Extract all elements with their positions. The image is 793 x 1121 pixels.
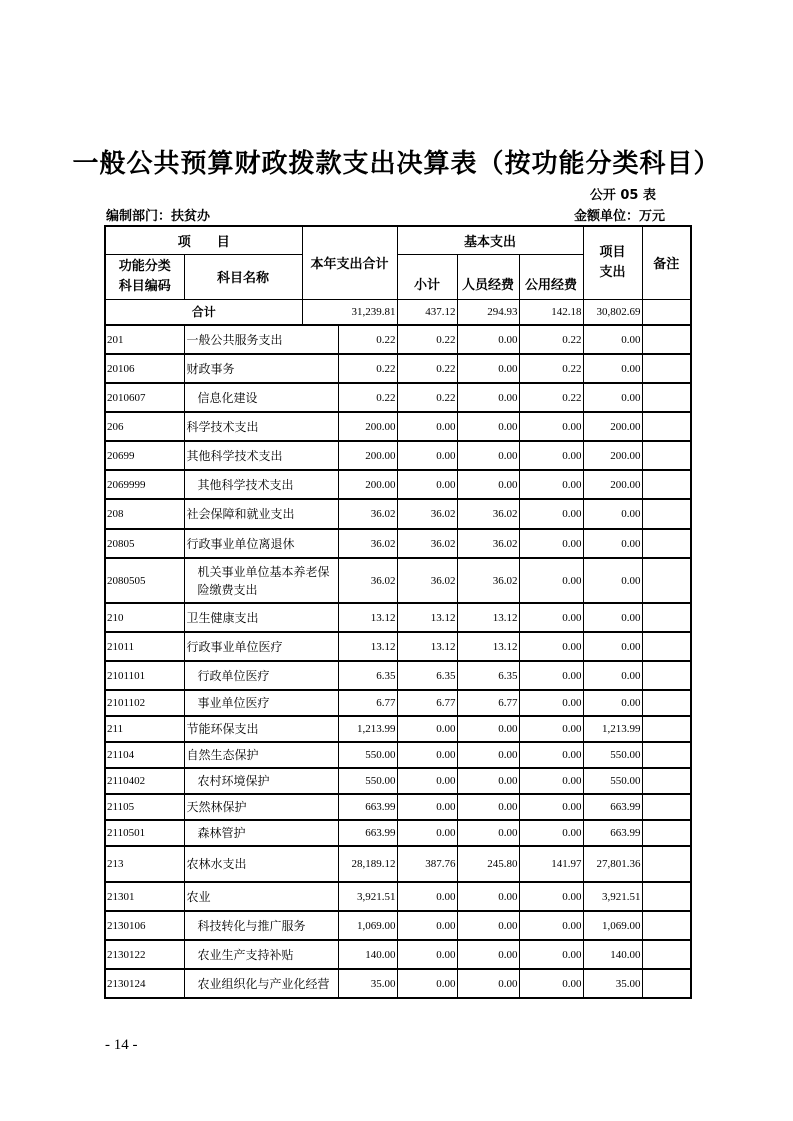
cell-name: 一般公共服务支出 <box>184 325 338 354</box>
table-row <box>105 603 691 632</box>
cell-code: 213 <box>105 846 184 882</box>
cell-code: 2101102 <box>105 690 184 716</box>
cell-project: 0.00 <box>583 632 642 661</box>
cell-personnel: 36.02 <box>457 558 519 603</box>
table-row <box>105 742 691 768</box>
cell-name: 财政事务 <box>184 354 338 383</box>
cell-subtotal: 0.00 <box>397 742 457 768</box>
header-total: 本年支出合计 <box>302 226 397 299</box>
cell-remarks <box>642 940 691 969</box>
cell-remarks <box>642 820 691 846</box>
cell-personnel: 0.00 <box>457 412 519 441</box>
cell-total: 200.00 <box>338 412 397 441</box>
cell-project: 1,213.99 <box>583 716 642 742</box>
cell-public: 0.00 <box>519 558 583 603</box>
cell-public: 0.22 <box>519 383 583 412</box>
cell-name: 其他科学技术支出 <box>184 470 338 499</box>
cell-subtotal: 36.02 <box>397 529 457 558</box>
cell-personnel: 36.02 <box>457 499 519 529</box>
cell-code: 21301 <box>105 882 184 911</box>
cell-code: 206 <box>105 412 184 441</box>
table-row <box>105 882 691 911</box>
cell-remarks <box>642 441 691 470</box>
table-row <box>105 383 691 412</box>
cell-public: 0.00 <box>519 742 583 768</box>
cell-code: 2130124 <box>105 969 184 998</box>
cell-remarks <box>642 911 691 940</box>
cell-subtotal: 0.00 <box>397 768 457 794</box>
cell-code: 2110402 <box>105 768 184 794</box>
cell-subtotal: 387.76 <box>397 846 457 882</box>
cell-public: 0.00 <box>519 632 583 661</box>
cell-remarks <box>642 742 691 768</box>
department-label: 编制部门：扶贫办 <box>106 209 211 224</box>
total-label: 合计 <box>105 299 302 325</box>
cell-total: 663.99 <box>338 794 397 820</box>
cell-personnel: 36.02 <box>457 529 519 558</box>
cell-personnel: 0.00 <box>457 742 519 768</box>
table-row <box>105 794 691 820</box>
table-row <box>105 325 691 354</box>
cell-name: 农业 <box>184 882 338 911</box>
table-row <box>105 632 691 661</box>
cell-project: 200.00 <box>583 412 642 441</box>
cell-subtotal: 0.00 <box>397 441 457 470</box>
cell-remarks <box>642 846 691 882</box>
cell-code: 21104 <box>105 742 184 768</box>
cell-public: 0.00 <box>519 911 583 940</box>
cell-public: 0.22 <box>519 325 583 354</box>
cell-personnel: 0.00 <box>457 325 519 354</box>
cell-code: 2130122 <box>105 940 184 969</box>
cell-subtotal: 0.00 <box>397 794 457 820</box>
cell-total: 0.22 <box>338 325 397 354</box>
cell-code: 2010607 <box>105 383 184 412</box>
cell-remarks <box>642 499 691 529</box>
cell-name: 农林水支出 <box>184 846 338 882</box>
cell-total: 3,921.51 <box>338 882 397 911</box>
cell-subtotal: 0.00 <box>397 470 457 499</box>
cell-code: 2110501 <box>105 820 184 846</box>
cell-code: 201 <box>105 325 184 354</box>
total-amount: 31,239.81 <box>302 299 397 325</box>
cell-total: 6.77 <box>338 690 397 716</box>
table-row <box>105 969 691 998</box>
page-number: - 14 - <box>105 1037 138 1053</box>
cell-public: 0.00 <box>519 441 583 470</box>
cell-personnel: 13.12 <box>457 632 519 661</box>
header-project <box>583 226 642 299</box>
header-subtotal: 小计 <box>397 254 457 299</box>
cell-subtotal: 0.00 <box>397 820 457 846</box>
table-row <box>105 661 691 690</box>
cell-project: 27,801.36 <box>583 846 642 882</box>
cell-name: 社会保障和就业支出 <box>184 499 338 529</box>
cell-subtotal: 0.22 <box>397 354 457 383</box>
cell-name: 节能环保支出 <box>184 716 338 742</box>
cell-personnel: 13.12 <box>457 603 519 632</box>
table-row <box>105 911 691 940</box>
cell-total: 13.12 <box>338 603 397 632</box>
total-project: 30,802.69 <box>583 299 642 325</box>
cell-name: 机关事业单位基本养老保险缴费支出 <box>184 558 338 603</box>
cell-name: 行政事业单位医疗 <box>184 632 338 661</box>
cell-name: 自然生态保护 <box>184 742 338 768</box>
cell-total: 36.02 <box>338 558 397 603</box>
cell-total: 0.22 <box>338 354 397 383</box>
cell-personnel: 0.00 <box>457 794 519 820</box>
cell-project: 663.99 <box>583 794 642 820</box>
cell-name: 农村环境保护 <box>184 768 338 794</box>
cell-remarks <box>642 632 691 661</box>
cell-name: 其他科学技术支出 <box>184 441 338 470</box>
cell-subtotal: 0.22 <box>397 383 457 412</box>
cell-remarks <box>642 661 691 690</box>
cell-name: 科学技术支出 <box>184 412 338 441</box>
cell-personnel: 0.00 <box>457 940 519 969</box>
table-row <box>105 412 691 441</box>
cell-personnel: 0.00 <box>457 969 519 998</box>
header-project-text: 项目支出 <box>599 244 626 280</box>
table-row <box>105 820 691 846</box>
header-name: 科目名称 <box>184 254 302 299</box>
total-personnel: 294.93 <box>457 299 519 325</box>
cell-code: 20106 <box>105 354 184 383</box>
cell-remarks <box>642 969 691 998</box>
table-row <box>105 499 691 529</box>
cell-remarks <box>642 690 691 716</box>
cell-code: 20699 <box>105 441 184 470</box>
cell-name: 事业单位医疗 <box>184 690 338 716</box>
cell-project: 3,921.51 <box>583 882 642 911</box>
table-row <box>105 716 691 742</box>
cell-code: 211 <box>105 716 184 742</box>
cell-remarks <box>642 529 691 558</box>
cell-personnel: 6.35 <box>457 661 519 690</box>
cell-code: 21105 <box>105 794 184 820</box>
cell-subtotal: 0.00 <box>397 412 457 441</box>
cell-project: 0.00 <box>583 690 642 716</box>
cell-public: 141.97 <box>519 846 583 882</box>
cell-public: 0.00 <box>519 603 583 632</box>
cell-personnel: 0.00 <box>457 882 519 911</box>
cell-remarks <box>642 412 691 441</box>
cell-code: 20805 <box>105 529 184 558</box>
cell-project: 200.00 <box>583 470 642 499</box>
table-row <box>105 846 691 882</box>
cell-personnel: 0.00 <box>457 820 519 846</box>
cell-subtotal: 6.35 <box>397 661 457 690</box>
table-row <box>105 529 691 558</box>
cell-public: 0.00 <box>519 690 583 716</box>
cell-name: 行政单位医疗 <box>184 661 338 690</box>
cell-personnel: 0.00 <box>457 441 519 470</box>
table-row <box>105 470 691 499</box>
cell-project: 0.00 <box>583 661 642 690</box>
cell-project: 200.00 <box>583 441 642 470</box>
cell-project: 140.00 <box>583 940 642 969</box>
cell-remarks <box>642 603 691 632</box>
cell-remarks <box>642 882 691 911</box>
form-number: 公开 05 表 <box>589 188 656 203</box>
cell-code: 2130106 <box>105 911 184 940</box>
table-row <box>105 940 691 969</box>
table-row <box>105 768 691 794</box>
cell-public: 0.00 <box>519 882 583 911</box>
cell-name: 行政事业单位离退休 <box>184 529 338 558</box>
cell-public: 0.00 <box>519 940 583 969</box>
cell-public: 0.00 <box>519 412 583 441</box>
cell-total: 6.35 <box>338 661 397 690</box>
cell-project: 0.00 <box>583 383 642 412</box>
cell-name: 森林管护 <box>184 820 338 846</box>
cell-project: 663.99 <box>583 820 642 846</box>
cell-remarks <box>642 383 691 412</box>
cell-subtotal: 0.00 <box>397 969 457 998</box>
cell-total: 1,069.00 <box>338 911 397 940</box>
cell-code: 210 <box>105 603 184 632</box>
cell-subtotal: 6.77 <box>397 690 457 716</box>
cell-subtotal: 13.12 <box>397 632 457 661</box>
cell-project: 0.00 <box>583 558 642 603</box>
cell-remarks <box>642 354 691 383</box>
cell-public: 0.00 <box>519 499 583 529</box>
cell-code: 21011 <box>105 632 184 661</box>
cell-total: 28,189.12 <box>338 846 397 882</box>
total-public: 142.18 <box>519 299 583 325</box>
header-personnel: 人员经费 <box>457 254 519 299</box>
cell-total: 35.00 <box>338 969 397 998</box>
cell-code: 208 <box>105 499 184 529</box>
header-public: 公用经费 <box>519 254 583 299</box>
cell-personnel: 0.00 <box>457 768 519 794</box>
header-code-text: 功能分类科目编码 <box>118 258 171 294</box>
cell-remarks <box>642 558 691 603</box>
cell-remarks <box>642 470 691 499</box>
cell-total: 200.00 <box>338 470 397 499</box>
cell-personnel: 6.77 <box>457 690 519 716</box>
cell-personnel: 0.00 <box>457 354 519 383</box>
cell-total: 1,213.99 <box>338 716 397 742</box>
cell-name: 农业组织化与产业化经营 <box>184 969 338 998</box>
cell-personnel: 0.00 <box>457 470 519 499</box>
table-row <box>105 441 691 470</box>
cell-code: 2069999 <box>105 470 184 499</box>
cell-project: 0.00 <box>583 354 642 383</box>
page-title: 一般公共预算财政拨款支出决算表（按功能分类科目） <box>72 149 721 179</box>
cell-public: 0.00 <box>519 969 583 998</box>
unit-label: 金额单位：万元 <box>573 209 665 224</box>
cell-subtotal: 0.00 <box>397 716 457 742</box>
cell-total: 663.99 <box>338 820 397 846</box>
cell-public: 0.00 <box>519 820 583 846</box>
cell-total: 140.00 <box>338 940 397 969</box>
cell-personnel: 245.80 <box>457 846 519 882</box>
header-code <box>105 254 184 299</box>
header-basic: 基本支出 <box>397 226 583 254</box>
cell-total: 550.00 <box>338 768 397 794</box>
cell-public: 0.00 <box>519 661 583 690</box>
total-row <box>105 299 691 325</box>
cell-project: 0.00 <box>583 529 642 558</box>
cell-personnel: 0.00 <box>457 911 519 940</box>
cell-subtotal: 0.00 <box>397 882 457 911</box>
cell-total: 550.00 <box>338 742 397 768</box>
header-item: 项 目 <box>105 226 302 254</box>
cell-public: 0.00 <box>519 529 583 558</box>
cell-project: 0.00 <box>583 603 642 632</box>
cell-public: 0.00 <box>519 768 583 794</box>
cell-personnel: 0.00 <box>457 383 519 412</box>
cell-name: 科技转化与推广服务 <box>184 911 338 940</box>
table-row <box>105 690 691 716</box>
cell-public: 0.00 <box>519 470 583 499</box>
cell-subtotal: 0.00 <box>397 911 457 940</box>
cell-subtotal: 0.22 <box>397 325 457 354</box>
cell-remarks <box>642 768 691 794</box>
cell-subtotal: 36.02 <box>397 499 457 529</box>
cell-project: 35.00 <box>583 969 642 998</box>
total-remarks <box>642 299 691 325</box>
cell-public: 0.00 <box>519 716 583 742</box>
cell-project: 550.00 <box>583 742 642 768</box>
cell-total: 13.12 <box>338 632 397 661</box>
cell-name: 信息化建设 <box>184 383 338 412</box>
cell-remarks <box>642 794 691 820</box>
cell-subtotal: 36.02 <box>397 558 457 603</box>
cell-public: 0.00 <box>519 794 583 820</box>
cell-project: 0.00 <box>583 499 642 529</box>
cell-name: 卫生健康支出 <box>184 603 338 632</box>
total-subtotal: 437.12 <box>397 299 457 325</box>
cell-code: 2080505 <box>105 558 184 603</box>
cell-name: 天然林保护 <box>184 794 338 820</box>
cell-total: 0.22 <box>338 383 397 412</box>
cell-public: 0.22 <box>519 354 583 383</box>
cell-remarks <box>642 325 691 354</box>
table-row <box>105 354 691 383</box>
cell-total: 200.00 <box>338 441 397 470</box>
table-row <box>105 558 691 603</box>
cell-total: 36.02 <box>338 499 397 529</box>
cell-subtotal: 13.12 <box>397 603 457 632</box>
cell-code: 2101101 <box>105 661 184 690</box>
cell-total: 36.02 <box>338 529 397 558</box>
cell-personnel: 0.00 <box>457 716 519 742</box>
expenditure-table <box>104 225 692 999</box>
header-remarks: 备注 <box>642 226 691 299</box>
cell-remarks <box>642 716 691 742</box>
cell-name: 农业生产支持补贴 <box>184 940 338 969</box>
cell-project: 550.00 <box>583 768 642 794</box>
cell-project: 1,069.00 <box>583 911 642 940</box>
cell-project: 0.00 <box>583 325 642 354</box>
cell-subtotal: 0.00 <box>397 940 457 969</box>
